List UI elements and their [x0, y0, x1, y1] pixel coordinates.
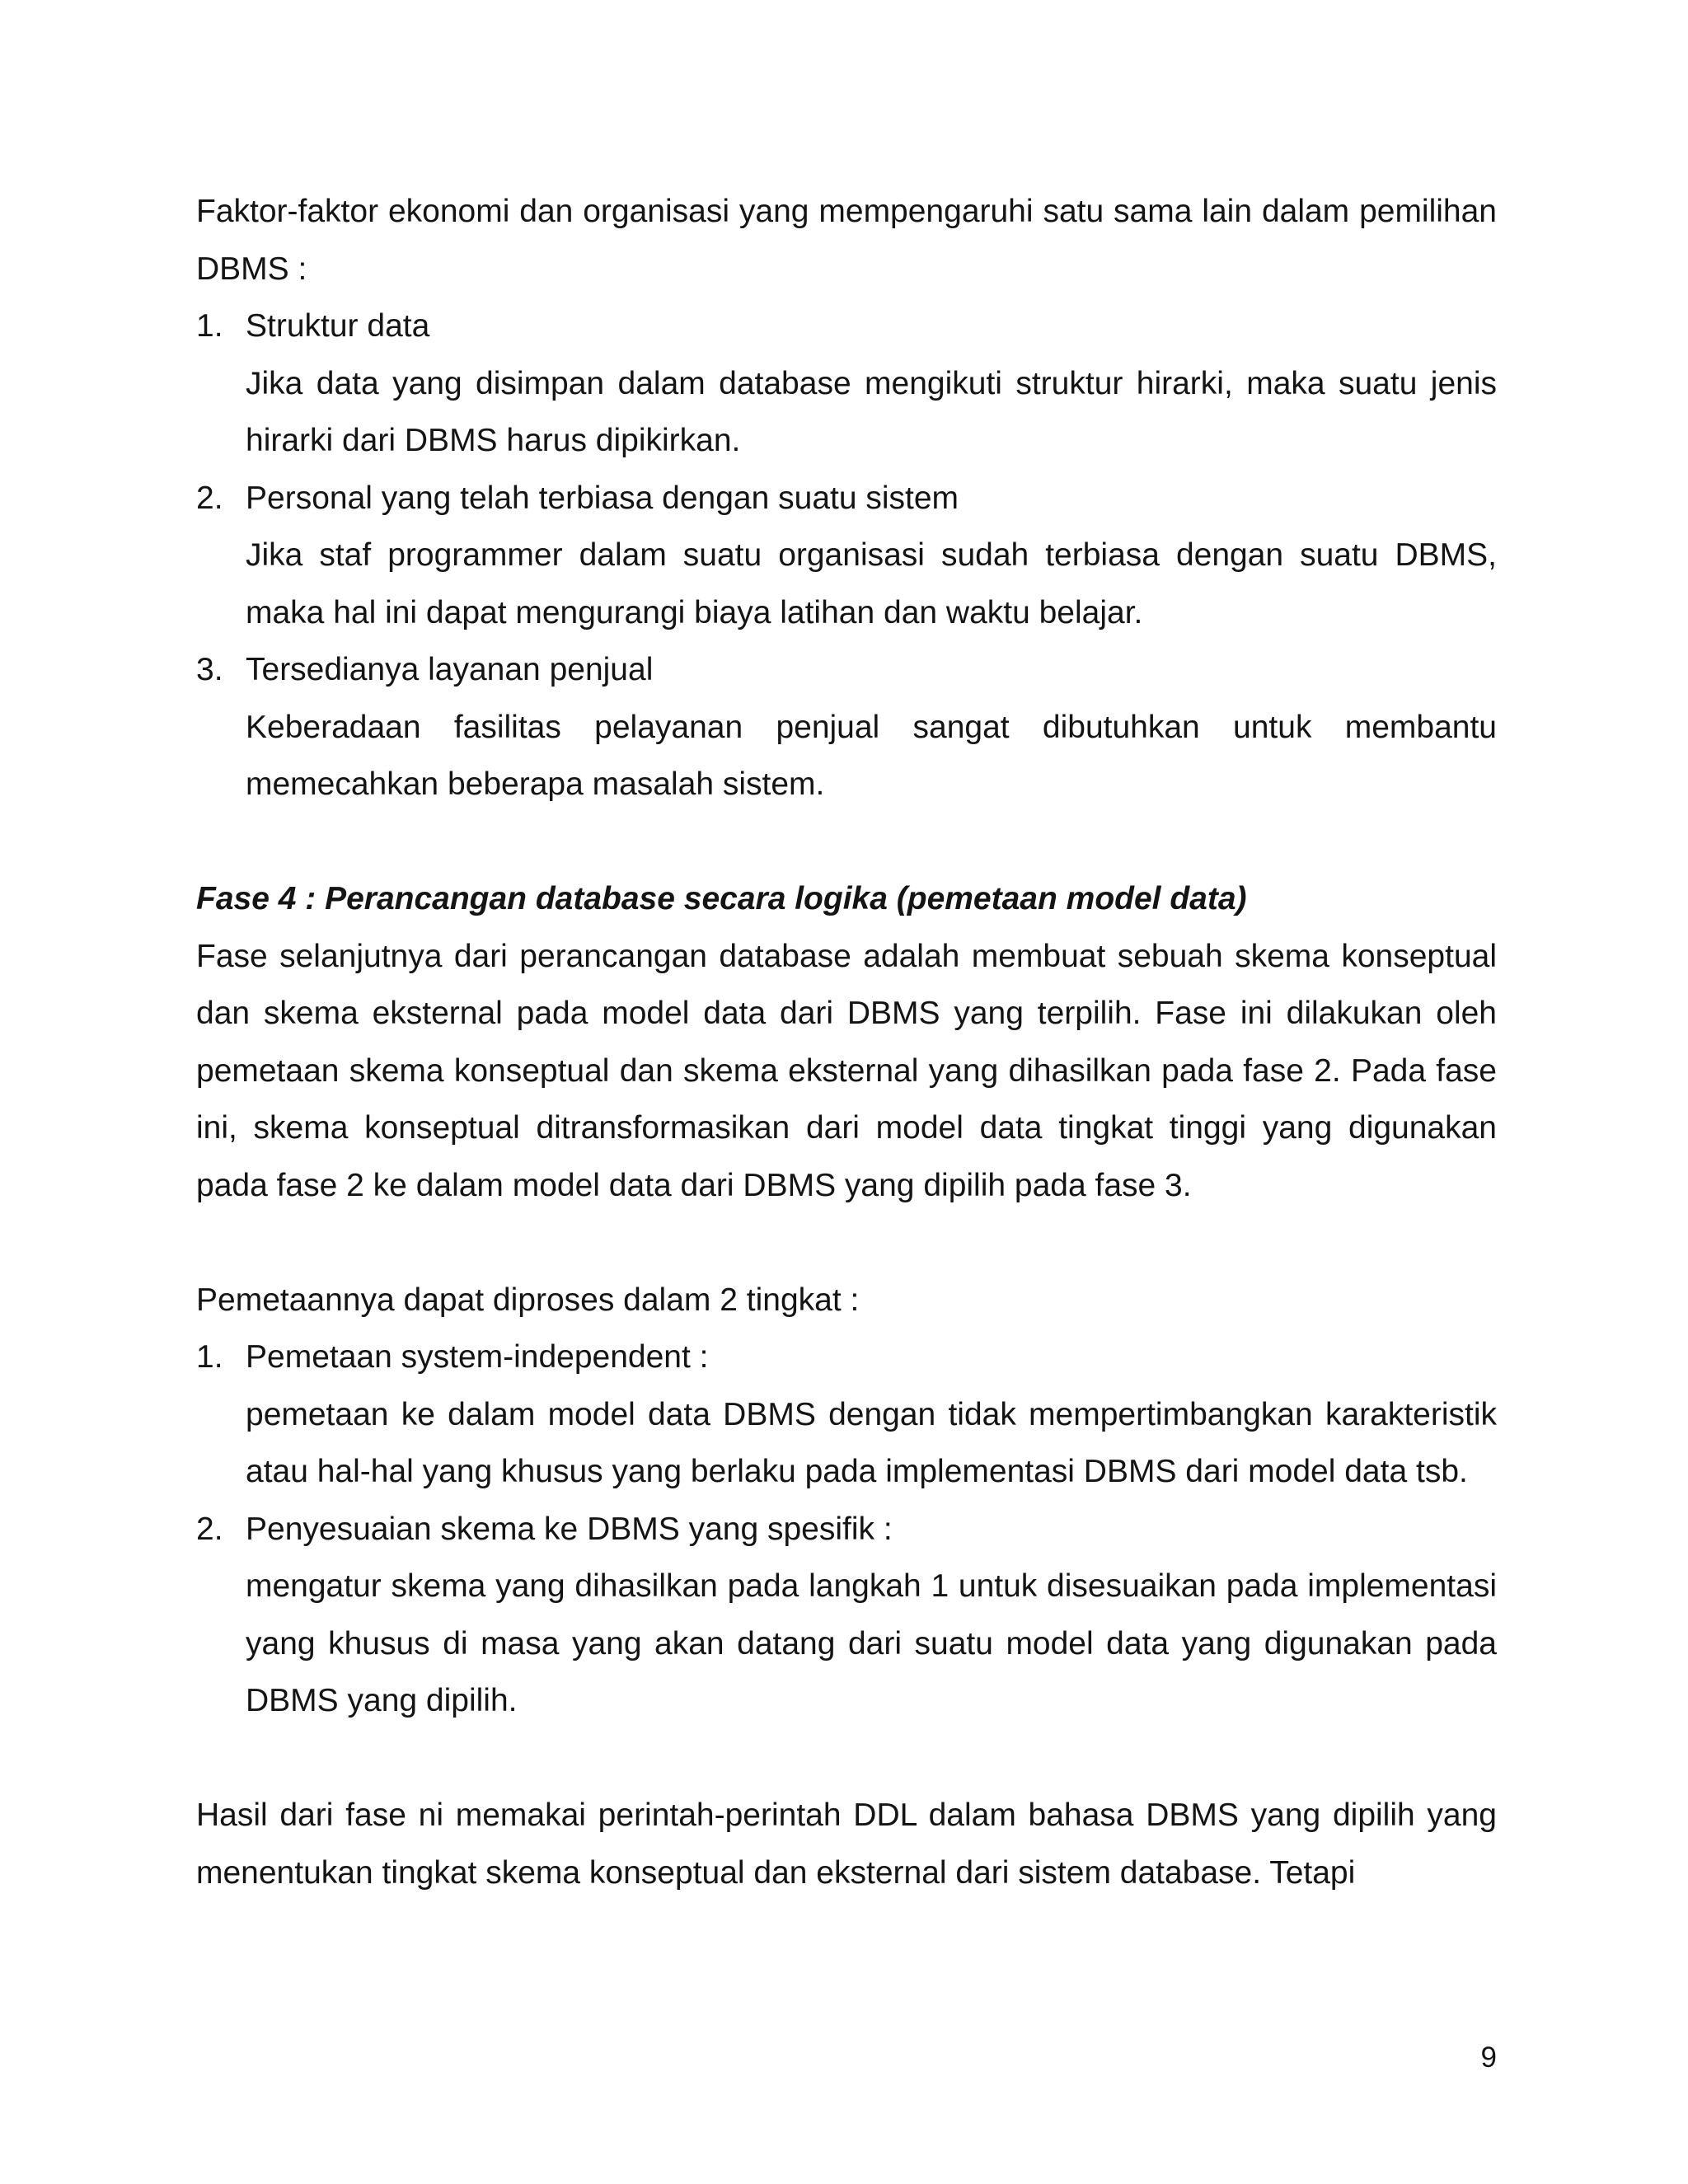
list-item: [196, 470, 1497, 642]
list-item: [196, 298, 1497, 470]
list-item: [196, 1329, 1497, 1501]
list-item-title: Penyesuaian skema ke DBMS yang spesifik :: [246, 1511, 893, 1547]
phase-4-heading: Fase 4 : Perancangan database secara logika (pemetaan model data): [196, 881, 1247, 916]
list-item-number: 3.: [196, 652, 223, 687]
list-item-number: 2.: [196, 1511, 223, 1547]
phase-4-paragraph: Fase selanjutnya dari perancangan database adalah membuat sebuah skema konseptual dan skema eksternal pada model data dari DBMS yang terpilih. Fase ini dilakukan oleh pemetaan skema konseptual dan skema eksternal yang dihasilkan pada fase 2. Pada fase ini, skema konseptual ditransformasikan dari model data tingkat tinggi yang digunakan pada fase 2 ke dalam model data dari DBMS yang dipilih pada fase 3.: [196, 938, 1497, 1203]
section-spacer: [196, 813, 1497, 871]
section-spacer: [196, 1214, 1497, 1272]
section-spacer: [196, 1730, 1497, 1788]
list-item-body: Jika data yang disimpan dalam database mengikuti struktur hirarki, maka suatu jenis hirarki dari DBMS harus dipikirkan.: [246, 365, 1497, 458]
list-item-title: Personal yang telah terbiasa dengan suatu sistem: [246, 480, 959, 516]
intro-paragraph: Faktor-faktor ekonomi dan organisasi yang mempengaruhi satu sama lain dalam pemilihan DBMS :: [196, 194, 1497, 287]
page-content: [196, 183, 1497, 1901]
list-item-body: pemetaan ke dalam model data DBMS dengan tidak mempertimbangkan karakteristik atau hal-hal yang khusus yang berlaku pada implementasi DBMS dari model data tsb.: [246, 1396, 1497, 1489]
list-item-title: Tersedianya layanan penjual: [246, 652, 654, 687]
list-item-title: Pemetaan system-independent :: [246, 1339, 709, 1375]
list-item-number: 2.: [196, 480, 223, 516]
mapping-intro: Pemetaannya dapat diproses dalam 2 tingkat :: [196, 1282, 860, 1318]
list-item: [196, 641, 1497, 813]
list-item-body: Jika staf programmer dalam suatu organisasi sudah terbiasa dengan suatu DBMS, maka hal ini dapat mengurangi biaya latihan dan waktu belajar.: [246, 537, 1497, 630]
result-paragraph: Hasil dari fase ni memakai perintah-perintah DDL dalam bahasa DBMS yang dipilih yang menentukan tingkat skema konseptual dan eksternal dari sistem database. Tetapi: [196, 1797, 1497, 1891]
list-item: [196, 1501, 1497, 1730]
list-item-number: 1.: [196, 308, 223, 344]
page-number: 9: [1480, 2041, 1497, 2074]
list-item-body: Keberadaan fasilitas pelayanan penjual sangat dibutuhkan untuk membantu memecahkan beberapa masalah sistem.: [246, 709, 1497, 802]
factor-list: [196, 298, 1497, 813]
list-item-body: mengatur skema yang dihasilkan pada langkah 1 untuk disesuaikan pada implementasi yang khusus di masa yang akan datang dari suatu model data yang digunakan pada DBMS yang dipilih.: [246, 1568, 1497, 1718]
list-item-number: 1.: [196, 1339, 223, 1375]
list-item-title: Struktur data: [246, 308, 430, 344]
mapping-list: [196, 1329, 1497, 1730]
